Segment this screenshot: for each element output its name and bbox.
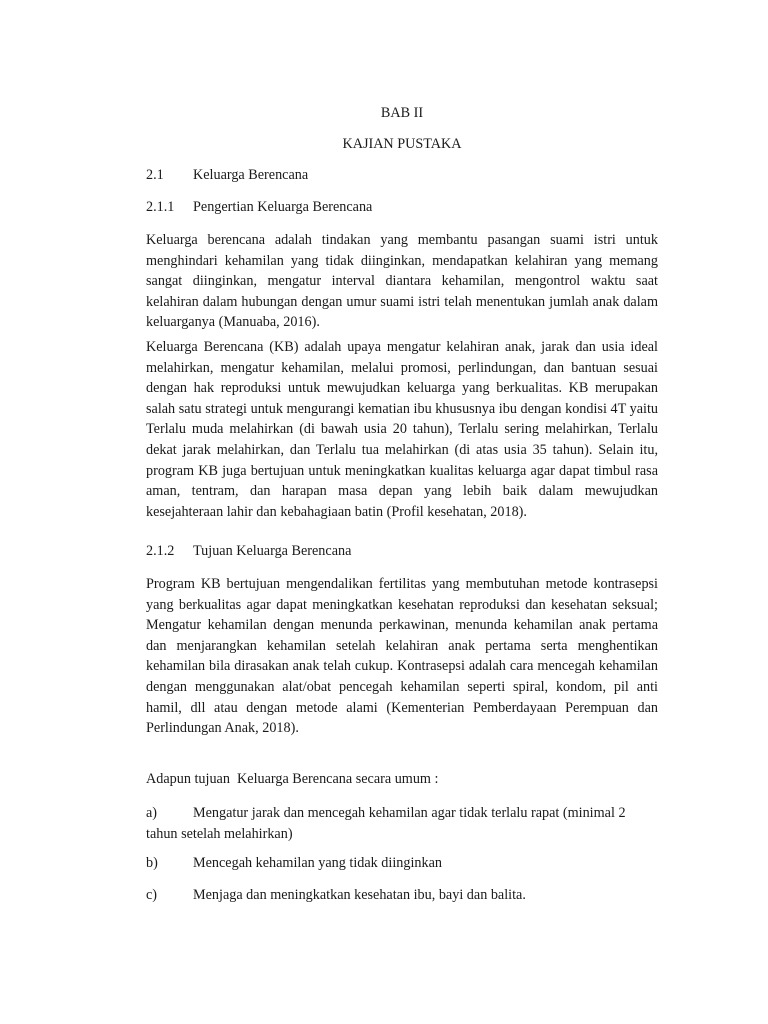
list-intro: Adapun tujuan Keluarga Berencana secara umum : (146, 771, 439, 787)
list-marker: c) (146, 887, 158, 903)
paragraph-definition-1: Keluarga berencana adalah tindakan yang membantu pasangan suami istri untuk menghindari kehamilan yang tidak diinginkan, mendapatkan kelahiran yang memang sangat diinginkan, mengatur interval diantara kehamilan, mengontrol waktu saat kelahiran dalam hubungan dengan umur suami istri telah menentukan jumlah anak dalam keluarganya (Manuaba, 2016). (146, 232, 658, 331)
list-item (146, 803, 658, 844)
list-item (146, 853, 658, 874)
list-item-text: Mengatur jarak dan mencegah kehamilan agar tidak terlalu rapat (minimal 2 tahun setelah melahirkan) (146, 805, 626, 842)
list-marker: b) (146, 855, 158, 871)
section-number: 2.1.1 (146, 199, 175, 215)
section-heading-2-1-2 (146, 543, 351, 560)
section-title: Tujuan Keluarga Berencana (193, 543, 352, 559)
section-heading-2-1-1 (146, 199, 372, 216)
section-number: 2.1.2 (146, 543, 175, 559)
list-item (146, 885, 658, 906)
section-title: Keluarga Berencana (193, 167, 309, 183)
list-item-text: Menjaga dan meningkatkan kesehatan ibu, bayi dan balita. (193, 887, 526, 903)
chapter-title: KAJIAN PUSTAKA (342, 136, 462, 152)
section-number: 2.1 (146, 167, 164, 183)
list-item-text: Mencegah kehamilan yang tidak diinginkan (193, 855, 442, 871)
paragraph-purpose: Program KB bertujuan mengendalikan fertilitas yang membutuhan metode kontrasepsi yang berkualitas agar dapat meningkatkan kesehatan reproduksi dan kesehatan seksual; Mengatur kehamilan dengan menunda perkawinan, menunda kehamilan anak pertama dan menjarangkan kehamilan setelah kelahiran anak pertama serta menghentikan kehamilan bila dirasakan anak telah cukup. Kontrasepsi adalah cara mencegah kehamilan dengan menggunakan alat/obat pencegah kehamilan seperti spiral, kondom, pil anti hamil, dll atau dengan metode alami (Kementerian Pemberdayaan Perempuan dan Perlindungan Anak, 2018). (146, 576, 658, 737)
paragraph-definition-2: Keluarga Berencana (KB) adalah upaya mengatur kelahiran anak, jarak dan usia ideal melahirkan, mengatur kehamilan, melalui promosi, perlindungan, dan bantuan sesuai dengan hak reproduksi untuk mewujudkan keluarga yang berkualitas. KB merupakan salah satu strategi untuk mengurangi kematian ibu khususnya ibu dengan kondisi 4T yaitu Terlalu muda melahirkan (di bawah usia 20 tahun), Terlalu sering melahirkan, Terlalu dekat jarak melahirkan, dan Terlalu tua melahirkan (di atas usia 35 tahun). Selain itu, program KB juga bertujuan untuk meningkatkan kualitas keluarga agar dapat timbul rasa aman, tentram, dan harapan masa depan yang lebih baik dalam mewujudkan kesejahteraan lahir dan kebahagiaan batin (Profil kesehatan, 2018). (146, 339, 658, 520)
chapter-label: BAB II (380, 105, 424, 121)
section-heading-2-1 (146, 167, 308, 184)
section-title: Pengertian Keluarga Berencana (193, 199, 373, 215)
list-marker: a) (146, 805, 158, 821)
